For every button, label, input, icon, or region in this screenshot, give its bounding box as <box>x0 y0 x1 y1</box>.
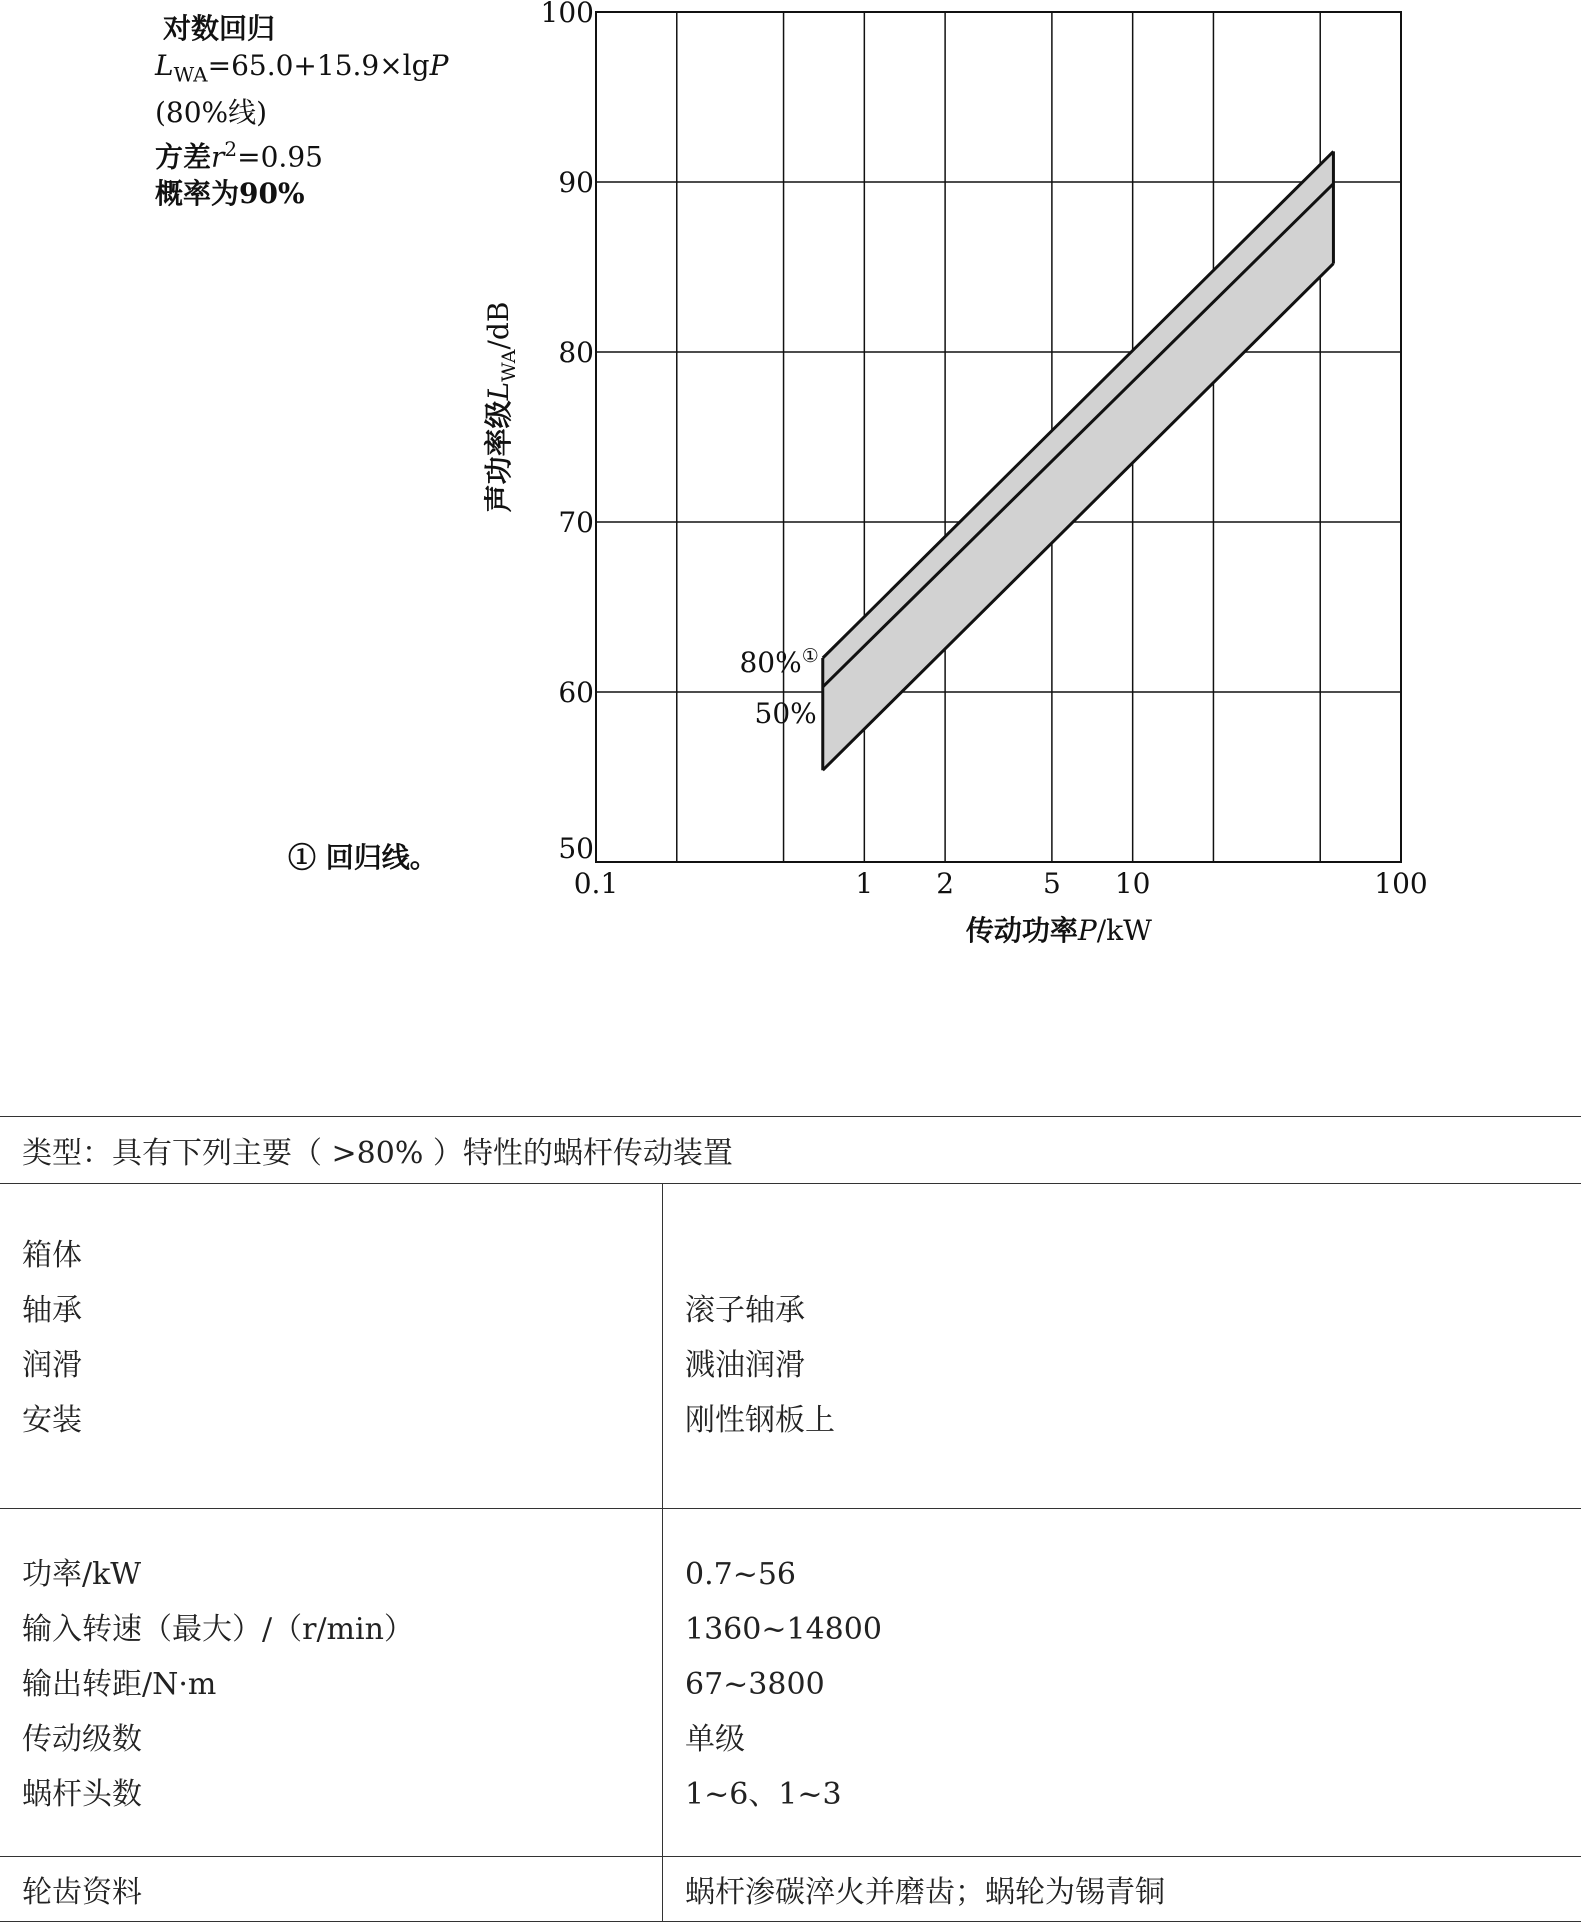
x-tick-label: 10 <box>1115 867 1151 900</box>
annotation-variance: 方差$r^2=0.95$ <box>155 131 448 175</box>
spec-group2-values <box>663 1509 1581 1857</box>
x-tick-label: 5 <box>1043 867 1061 900</box>
x-axis-label: 传动功率P/kW <box>966 914 1152 947</box>
spec-value: 溅油润滑 <box>685 1338 1581 1393</box>
x-tick-label: 0.1 <box>574 867 619 900</box>
x-tick-labels <box>574 867 1428 900</box>
x-axis-label-main: 传动功率 <box>966 914 1078 947</box>
spec-value: 滚子轴承 <box>685 1283 1581 1338</box>
y-tick-label: 50 <box>558 832 594 865</box>
label-50-percent: 50% <box>755 697 817 730</box>
spec-group1-labels <box>0 1184 663 1509</box>
grid-lines <box>596 12 1401 862</box>
y-tick-label: 70 <box>558 506 594 539</box>
footnote: ① 回归线。 <box>288 836 438 876</box>
y-axis-label: 声功率级$L_{WA}/dB$ <box>482 302 520 513</box>
annotation-title: 对数回归 <box>163 10 448 47</box>
spec-group2-labels <box>0 1509 663 1857</box>
spec-label: 传动级数 <box>22 1712 662 1767</box>
y-tick-label: 80 <box>558 336 594 369</box>
y-tick-label: 100 <box>541 0 594 29</box>
spec-value: 1360~14800 <box>685 1602 1581 1657</box>
spec-table <box>0 1116 1581 1922</box>
spec-gear-label: 轮齿资料 <box>0 1857 663 1922</box>
spec-label: 润滑 <box>22 1338 662 1393</box>
y-tick-label: 90 <box>558 166 594 199</box>
x-tick-label: 2 <box>936 867 954 900</box>
spec-value: 刚性钢板上 <box>685 1393 1581 1448</box>
spec-label: 输出转距/N·m <box>22 1657 662 1712</box>
label-80-percent: 80%① <box>739 645 818 679</box>
spec-value <box>685 1228 1581 1283</box>
spec-value: 67~3800 <box>685 1657 1581 1712</box>
plot-frame <box>596 12 1401 862</box>
annotation-line-note: (80%线) <box>155 94 448 131</box>
spec-value: 1~6、1~3 <box>685 1767 1581 1822</box>
spec-label: 安装 <box>22 1393 662 1448</box>
x-tick-label: 100 <box>1374 867 1427 900</box>
spec-label: 轴承 <box>22 1283 662 1338</box>
series-line-lower <box>823 264 1334 771</box>
spec-label: 箱体 <box>22 1228 662 1283</box>
spec-label: 功率/kW <box>22 1547 662 1602</box>
y-tick-labels <box>541 0 594 865</box>
annotation-formula: $L_{WA}=65.0+15.9\times\lg P$ <box>155 47 448 94</box>
spec-header: 类型：具有下列主要（ >80% ）特性的蜗杆传动装置 <box>0 1117 1581 1184</box>
y-tick-label: 60 <box>558 676 594 709</box>
spec-label: 输入转速（最大）/（r/min） <box>22 1602 662 1657</box>
spec-value: 单级 <box>685 1712 1581 1767</box>
annotation-probability: 概率为90% <box>155 175 448 212</box>
series-line-50 <box>823 184 1334 687</box>
spec-group1-values <box>663 1184 1581 1509</box>
x-tick-label: 1 <box>855 867 873 900</box>
spec-value: 0.7~56 <box>685 1547 1581 1602</box>
probability-band <box>823 151 1334 770</box>
spec-label: 蜗杆头数 <box>22 1767 662 1822</box>
spec-gear-value: 蜗杆渗碳淬火并磨齿；蜗轮为锡青铜 <box>663 1857 1581 1922</box>
series-line-80 <box>823 151 1334 658</box>
